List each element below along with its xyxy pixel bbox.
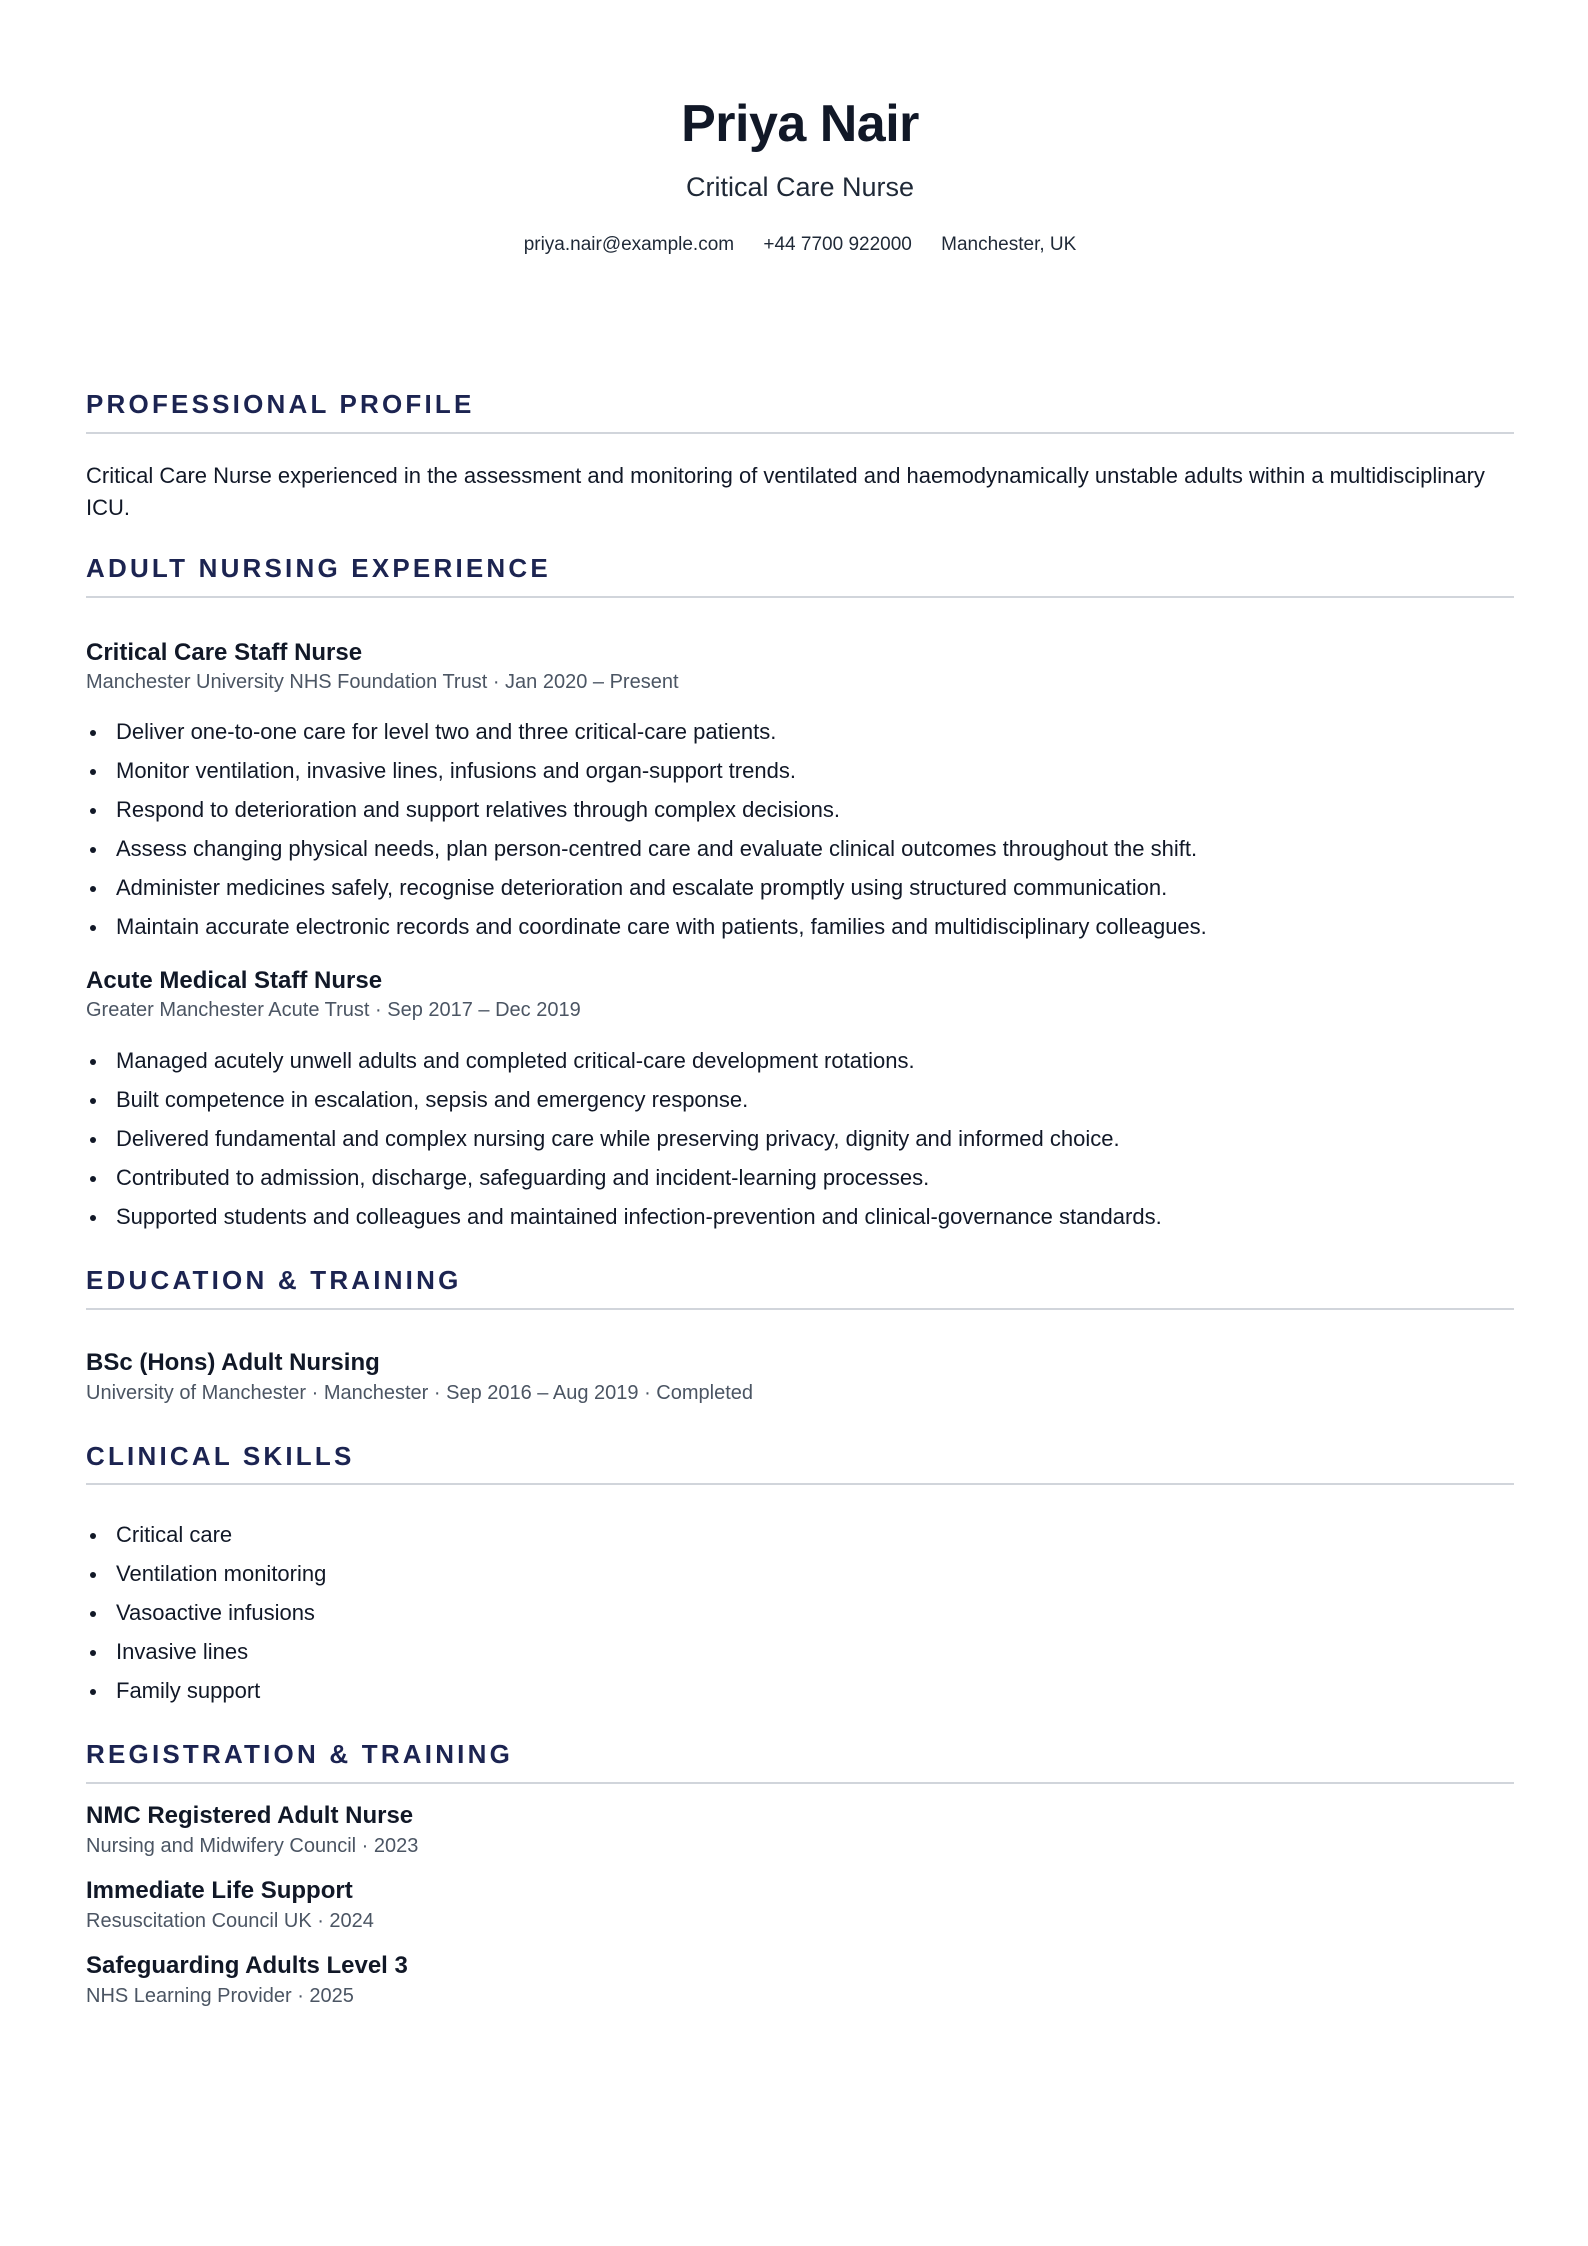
- section-divider: [86, 1308, 1514, 1310]
- list-item: Monitor ventilation, invasive lines, infusions and organ-support trends.: [116, 755, 1514, 794]
- section-heading-education: EDUCATION & TRAINING: [86, 1265, 462, 1295]
- list-item: Vasoactive infusions: [116, 1597, 1514, 1636]
- list-item: Ventilation monitoring: [116, 1558, 1514, 1597]
- list-item: Family support: [116, 1675, 1514, 1714]
- credential-meta: Resuscitation Council UK · 2024: [86, 1910, 374, 1932]
- list-item: Contributed to admission, discharge, safeguarding and incident-learning processes.: [116, 1162, 1514, 1201]
- list-item: Maintain accurate electronic records and coordinate care with patients, families and multidisciplinary colleagues.: [116, 911, 1514, 950]
- contact-location: Manchester, UK: [941, 234, 1077, 255]
- section-divider: [86, 432, 1514, 434]
- list-item: Managed acutely unwell adults and completed critical-care development rotations.: [116, 1045, 1514, 1084]
- contact-line: [86, 232, 1514, 258]
- section-heading-registration: REGISTRATION & TRAINING: [86, 1739, 513, 1769]
- list-item: Assess changing physical needs, plan person-centred care and evaluate clinical outcomes throughout the shift.: [116, 833, 1514, 872]
- job-meta: Greater Manchester Acute Trust · Sep 2017 – Dec 2019: [86, 999, 581, 1021]
- credential-title: Immediate Life Support: [86, 1877, 353, 1904]
- contact-phone[interactable]: +44 7700 922000: [763, 234, 912, 255]
- section-heading-skills: CLINICAL SKILLS: [86, 1441, 355, 1471]
- job-meta: Manchester University NHS Foundation Trust · Jan 2020 – Present: [86, 671, 679, 693]
- job-title: Critical Care Staff Nurse: [86, 639, 363, 666]
- candidate-headline: Critical Care Nurse: [685, 172, 915, 202]
- list-item: Invasive lines: [116, 1636, 1514, 1675]
- credential-meta: Nursing and Midwifery Council · 2023: [86, 1835, 419, 1857]
- job-bullets: [86, 1045, 1514, 1240]
- section-heading-experience: ADULT NURSING EXPERIENCE: [86, 553, 551, 583]
- job-title: Acute Medical Staff Nurse: [86, 967, 383, 994]
- list-item: Delivered fundamental and complex nursing care while preserving privacy, dignity and informed choice.: [116, 1123, 1514, 1162]
- list-item: Administer medicines safely, recognise deterioration and escalate promptly using structured communication.: [116, 872, 1514, 911]
- credential-title: NMC Registered Adult Nurse: [86, 1802, 414, 1829]
- education-meta: University of Manchester · Manchester · Sep 2016 – Aug 2019 · Completed: [86, 1382, 754, 1404]
- list-item: Critical care: [116, 1519, 1514, 1558]
- credential-title: Safeguarding Adults Level 3: [86, 1952, 408, 1979]
- credential-meta: NHS Learning Provider · 2025: [86, 1985, 354, 2007]
- section-divider: [86, 1782, 1514, 1784]
- contact-email[interactable]: priya.nair@example.com: [523, 234, 735, 255]
- job-bullets: [86, 716, 1514, 950]
- list-item: Deliver one-to-one care for level two and three critical-care patients.: [116, 716, 1514, 755]
- section-heading-profile: PROFESSIONAL PROFILE: [86, 389, 475, 419]
- section-divider: [86, 1483, 1514, 1485]
- profile-summary: Critical Care Nurse experienced in the assessment and monitoring of ventilated and haemodynamically unstable adults within a multidisciplinary ICU.: [86, 463, 1485, 520]
- list-item: Respond to deterioration and support relatives through complex decisions.: [116, 794, 1514, 833]
- list-item: Built competence in escalation, sepsis and emergency response.: [116, 1084, 1514, 1123]
- candidate-name: Priya Nair: [681, 95, 919, 153]
- skills-list: [86, 1519, 1514, 1714]
- list-item: Supported students and colleagues and maintained infection-prevention and clinical-governance standards.: [116, 1201, 1514, 1240]
- section-divider: [86, 596, 1514, 598]
- education-title: BSc (Hons) Adult Nursing: [86, 1349, 380, 1376]
